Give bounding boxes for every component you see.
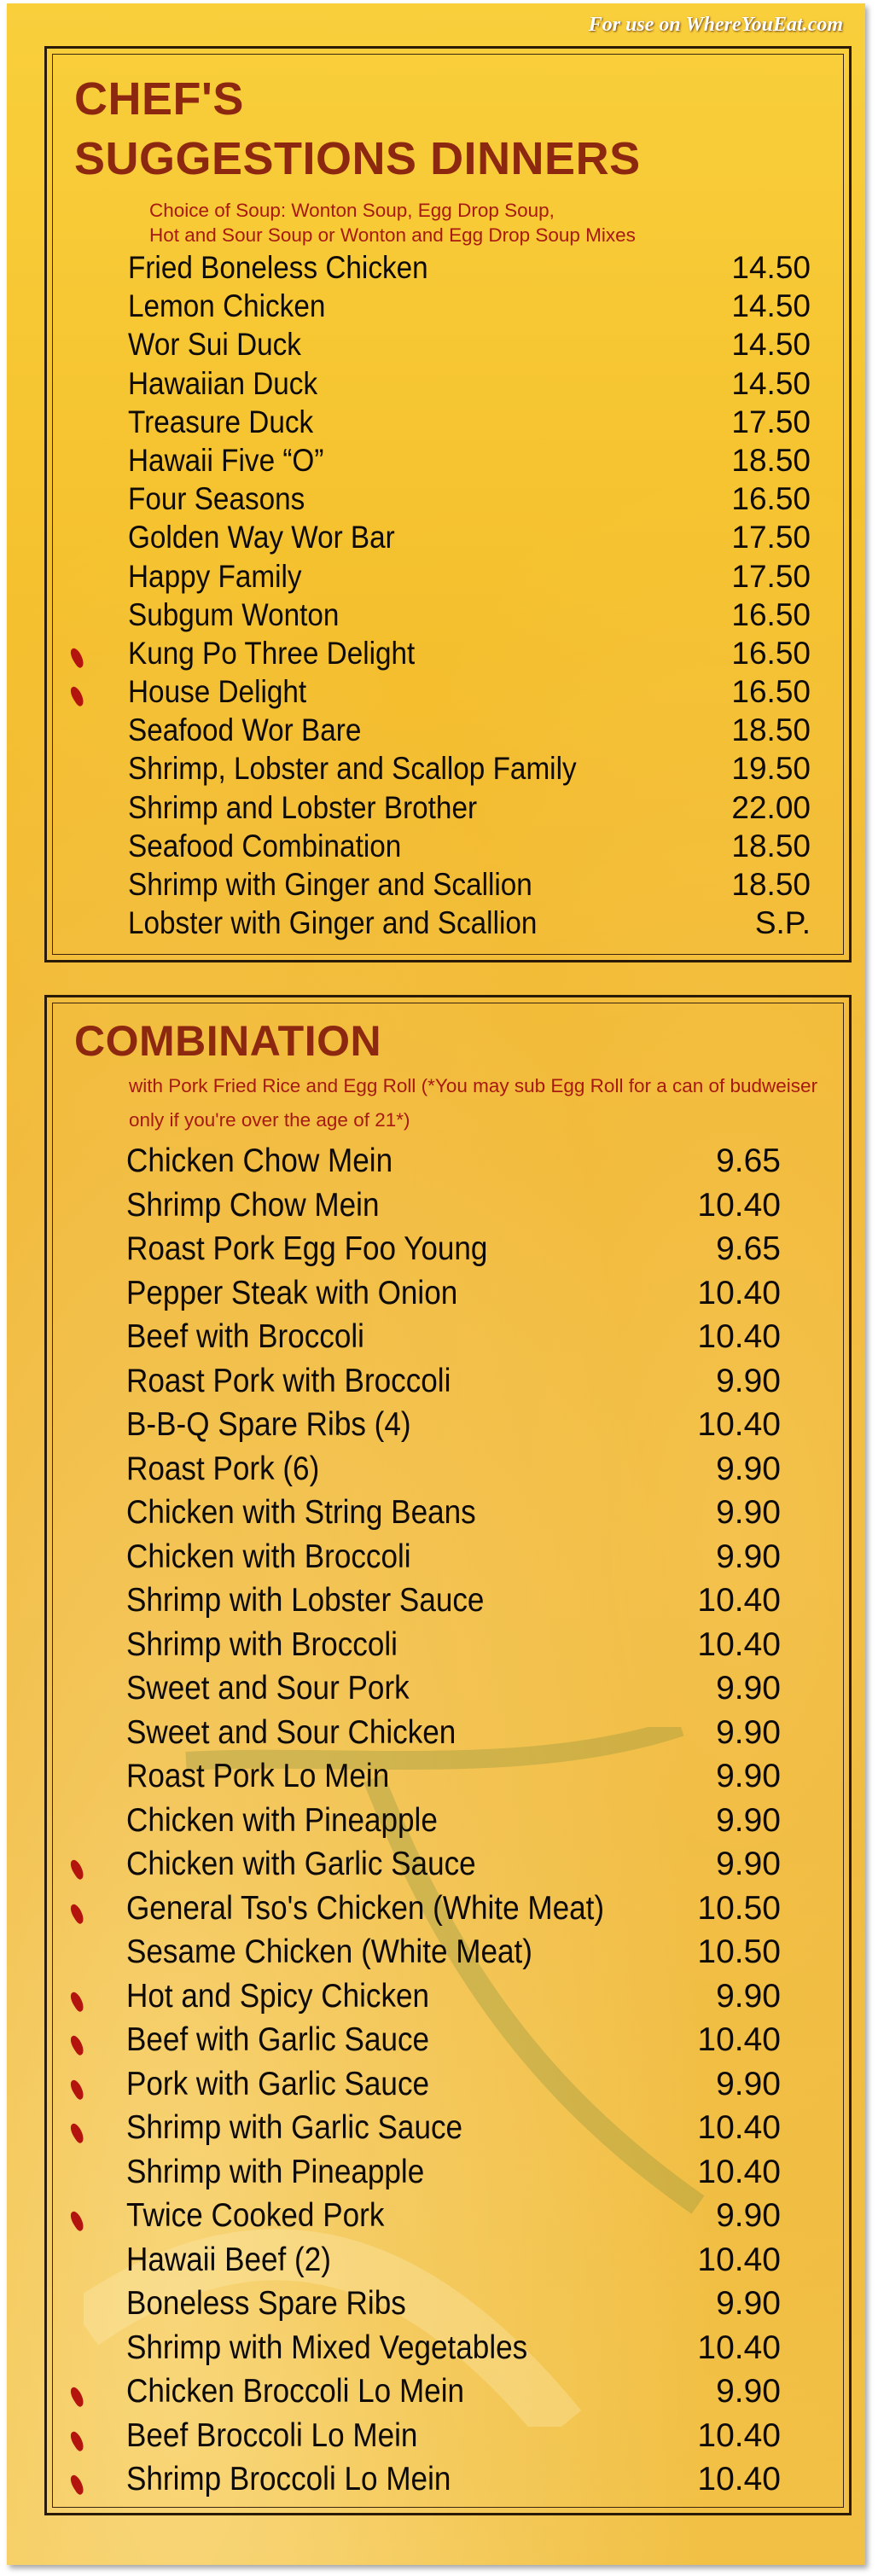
menu-item-price: 17.50 — [731, 558, 811, 594]
menu-item-price: 16.50 — [731, 596, 811, 632]
menu-item-name: Pork with Garlic Sauce — [126, 2065, 430, 2102]
menu-item-price: 9.90 — [716, 1801, 781, 1839]
chili-pepper-icon — [67, 685, 86, 707]
menu-item — [47, 1626, 849, 1671]
menu-item-price: 10.50 — [697, 1889, 781, 1927]
menu-item — [47, 559, 849, 597]
watermark: For use on WhereYouEat.com — [588, 14, 843, 36]
menu-item — [47, 674, 849, 712]
menu-item-name: Hawaii Five “O” — [128, 442, 324, 478]
menu-item-name: Beef Broccoli Lo Mein — [126, 2416, 418, 2454]
section-title: CHEF'S — [74, 73, 244, 125]
menu-item — [47, 1933, 849, 1978]
menu-item — [47, 829, 849, 867]
menu-item-price: 10.40 — [697, 1318, 781, 1355]
menu-item-name: Lobster with Ginger and Scallion — [128, 905, 538, 941]
menu-item — [47, 1582, 849, 1626]
menu-item-price: 10.40 — [697, 2461, 781, 2497]
menu-item-price: 19.50 — [731, 751, 811, 787]
menu-item-price: 9.65 — [716, 1230, 781, 1267]
menu-item-name: Hawaii Beef (2) — [126, 2241, 331, 2278]
menu-item-price: 16.50 — [731, 481, 811, 517]
menu-item-price: 10.40 — [697, 2109, 781, 2146]
menu-item-name: Seafood Combination — [128, 828, 402, 864]
menu-item-price: 9.90 — [716, 2065, 781, 2102]
menu-item-name: Shrimp with Pineapple — [126, 2153, 425, 2190]
menu-item-price: 10.40 — [697, 1274, 781, 1311]
menu-item-name: Chicken with Pineapple — [126, 1801, 438, 1839]
menu-item-name: Beef with Garlic Sauce — [126, 2021, 430, 2058]
menu-item-name: Hawaiian Duck — [128, 365, 318, 401]
menu-item — [47, 2417, 849, 2462]
section-description — [149, 198, 636, 247]
menu-item — [47, 905, 849, 944]
chili-pepper-icon — [67, 2034, 86, 2056]
menu-item-price: 16.50 — [731, 674, 811, 710]
menu-item — [47, 2197, 849, 2242]
menu-item-price: 9.90 — [716, 1494, 781, 1531]
section-description: with Pork Fried Rice and Egg Roll (*You may sub Egg Roll for a can of budweiser only if you're over the age of 21*) — [129, 1075, 818, 1131]
menu-item-price: 9.90 — [716, 2373, 781, 2410]
menu-item — [47, 712, 849, 751]
menu-item-name: Chicken with String Beans — [126, 1494, 476, 1531]
menu-item — [47, 1978, 849, 2022]
menu-item-name: Sweet and Sour Chicken — [126, 1713, 456, 1751]
menu-item-name: B-B-Q Spare Ribs (4) — [126, 1406, 411, 1443]
chili-pepper-icon — [67, 1990, 86, 2012]
menu-item-name: Golden Way Wor Bar — [128, 520, 395, 555]
menu-item-name: Wor Sui Duck — [128, 327, 301, 363]
menu-item-price: 18.50 — [731, 712, 811, 748]
menu-item — [47, 636, 849, 674]
menu-item-price: 9.90 — [716, 1758, 781, 1794]
chili-pepper-icon — [67, 2386, 86, 2408]
menu-item — [47, 366, 849, 404]
menu-item — [47, 1494, 849, 1538]
menu-item-price: 9.90 — [716, 2197, 781, 2234]
menu-item — [47, 327, 849, 365]
menu-item-name: Shrimp, Lobster and Scallop Family — [128, 751, 577, 787]
menu-item-name: Shrimp with Broccoli — [126, 1625, 398, 1663]
menu-item — [47, 1187, 849, 1231]
menu-item-name: Four Seasons — [128, 481, 305, 517]
menu-item-name: Treasure Duck — [128, 404, 314, 439]
menu-item-price: 18.50 — [731, 828, 811, 864]
chili-pepper-icon — [67, 647, 86, 669]
menu-item-price: 9.90 — [716, 1670, 781, 1707]
menu-item-price: 9.90 — [716, 1846, 781, 1882]
menu-item-price: 9.90 — [716, 2285, 781, 2322]
menu-item — [47, 2242, 849, 2286]
menu-item — [47, 404, 849, 443]
menu-item-name: Fried Boneless Chicken — [128, 250, 428, 285]
menu-item-price: 18.50 — [731, 442, 811, 478]
menu-item — [47, 1318, 849, 1363]
menu-item-price: 10.40 — [697, 2241, 781, 2278]
menu-item-price: 10.40 — [697, 2329, 781, 2366]
menu-item — [47, 2329, 849, 2374]
chili-pepper-icon — [67, 1858, 86, 1881]
menu-item-price: 10.40 — [697, 2416, 781, 2454]
menu-item-name: Chicken with Garlic Sauce — [126, 1846, 476, 1882]
menu-item — [47, 288, 849, 327]
menu-item-price: 17.50 — [731, 520, 811, 555]
chili-pepper-icon — [67, 1902, 86, 1924]
menu-item-price: 14.50 — [731, 288, 811, 324]
menu-item-price: 9.65 — [716, 1143, 781, 1179]
menu-item — [47, 790, 849, 829]
menu-item-price: 9.90 — [716, 1362, 781, 1399]
menu-item — [47, 597, 849, 636]
menu-item-price: S.P. — [754, 905, 811, 941]
menu-item-price: 16.50 — [731, 635, 811, 671]
menu-item-price: 17.50 — [731, 404, 811, 439]
menu-item-price: 18.50 — [731, 867, 811, 902]
menu-item-price: 14.50 — [731, 250, 811, 285]
menu-item-name: House Delight — [128, 674, 307, 710]
menu-item — [47, 1538, 849, 1583]
menu-item — [47, 751, 849, 789]
menu-item-list — [47, 1143, 849, 2505]
menu-item-name: Sesame Chicken (White Meat) — [126, 1933, 532, 1970]
menu-item-name: Lemon Chicken — [128, 288, 326, 324]
menu-item-name: Pepper Steak with Onion — [126, 1274, 458, 1311]
menu-item — [47, 1230, 849, 1275]
menu-item-price: 9.90 — [716, 1538, 781, 1575]
menu-item-name: General Tso's Chicken (White Meat) — [126, 1889, 605, 1927]
menu-item — [47, 1406, 849, 1451]
menu-item — [47, 2373, 849, 2417]
menu-item — [47, 443, 849, 481]
menu-item-name: Shrimp with Mixed Vegetables — [126, 2329, 528, 2366]
menu-item — [47, 1275, 849, 1319]
menu-item-name: Shrimp and Lobster Brother — [128, 789, 478, 825]
menu-item-name: Subgum Wonton — [128, 596, 340, 632]
menu-item-name: Twice Cooked Pork — [126, 2197, 385, 2234]
menu-item — [47, 2066, 849, 2110]
menu-item — [47, 1758, 849, 1802]
menu-item-price: 10.50 — [697, 1933, 781, 1970]
section-title: COMBINATION — [74, 1017, 382, 1065]
menu-item-name: Chicken Chow Mein — [126, 1143, 393, 1179]
chili-pepper-icon — [67, 2474, 86, 2496]
combination-section — [44, 995, 852, 2515]
menu-item-price: 10.40 — [697, 2021, 781, 2058]
menu-item-name: Shrimp with Lobster Sauce — [126, 1582, 485, 1619]
chefs-suggestions-section — [44, 46, 852, 962]
menu-item — [47, 1846, 849, 1890]
menu-item-name: Shrimp Broccoli Lo Mein — [126, 2461, 451, 2497]
menu-item-name: Shrimp with Garlic Sauce — [126, 2109, 463, 2146]
menu-item — [47, 2461, 849, 2505]
menu-item — [47, 1363, 849, 1407]
menu-item — [47, 2109, 849, 2154]
menu-item — [47, 1890, 849, 1934]
menu-item-price: 10.40 — [697, 1582, 781, 1619]
chili-pepper-icon — [67, 2210, 86, 2232]
menu-item-list — [47, 250, 849, 944]
menu-item-price: 9.90 — [716, 1977, 781, 2015]
menu-item-name: Hot and Spicy Chicken — [126, 1977, 430, 2015]
menu-item-name: Roast Pork Lo Mein — [126, 1758, 390, 1794]
menu-item — [47, 250, 849, 288]
chili-pepper-icon — [67, 2122, 86, 2144]
menu-item-name: Chicken with Broccoli — [126, 1538, 411, 1575]
chili-pepper-icon — [67, 2429, 86, 2451]
menu-item — [47, 2285, 849, 2329]
menu-item — [47, 520, 849, 558]
menu-item-name: Roast Pork with Broccoli — [126, 1362, 451, 1399]
section-title: SUGGESTIONS DINNERS — [74, 133, 641, 184]
menu-item — [47, 2154, 849, 2198]
menu-item — [47, 1670, 849, 1714]
menu-item-name: Happy Family — [128, 558, 302, 594]
menu-item-price: 22.00 — [731, 789, 811, 825]
menu-item — [47, 2021, 849, 2066]
menu-item-price: 10.40 — [697, 1406, 781, 1443]
menu-item — [47, 1802, 849, 1846]
menu-page — [7, 3, 865, 2565]
menu-item-price: 14.50 — [731, 327, 811, 363]
menu-item — [47, 1451, 849, 1495]
menu-item-name: Beef with Broccoli — [126, 1318, 364, 1355]
menu-item-name: Seafood Wor Bare — [128, 712, 362, 748]
menu-item-name: Shrimp with Ginger and Scallion — [128, 867, 532, 902]
menu-item — [47, 481, 849, 520]
menu-item-name: Roast Pork Egg Foo Young — [126, 1230, 488, 1267]
menu-item-name: Chicken Broccoli Lo Mein — [126, 2373, 465, 2410]
menu-item-name: Roast Pork (6) — [126, 1450, 320, 1487]
menu-item-price: 9.90 — [716, 1713, 781, 1751]
menu-item — [47, 1714, 849, 1759]
description-line: Choice of Soup: Wonton Soup, Egg Drop Soup, — [149, 200, 555, 221]
description-line: Hot and Sour Soup or Wonton and Egg Drop Soup Mixes — [149, 224, 636, 246]
menu-item — [47, 1143, 849, 1187]
menu-item-name: Kung Po Three Delight — [128, 635, 416, 671]
menu-item-price: 9.90 — [716, 1450, 781, 1487]
menu-item-price: 10.40 — [697, 1186, 781, 1224]
chili-pepper-icon — [67, 2078, 86, 2100]
menu-item-price: 10.40 — [697, 2153, 781, 2190]
menu-item-name: Shrimp Chow Mein — [126, 1186, 380, 1224]
menu-item-price: 10.40 — [697, 1625, 781, 1663]
menu-item-name: Boneless Spare Ribs — [126, 2285, 406, 2322]
menu-item-name: Sweet and Sour Pork — [126, 1670, 410, 1707]
menu-item-price: 14.50 — [731, 365, 811, 401]
menu-item — [47, 867, 849, 905]
